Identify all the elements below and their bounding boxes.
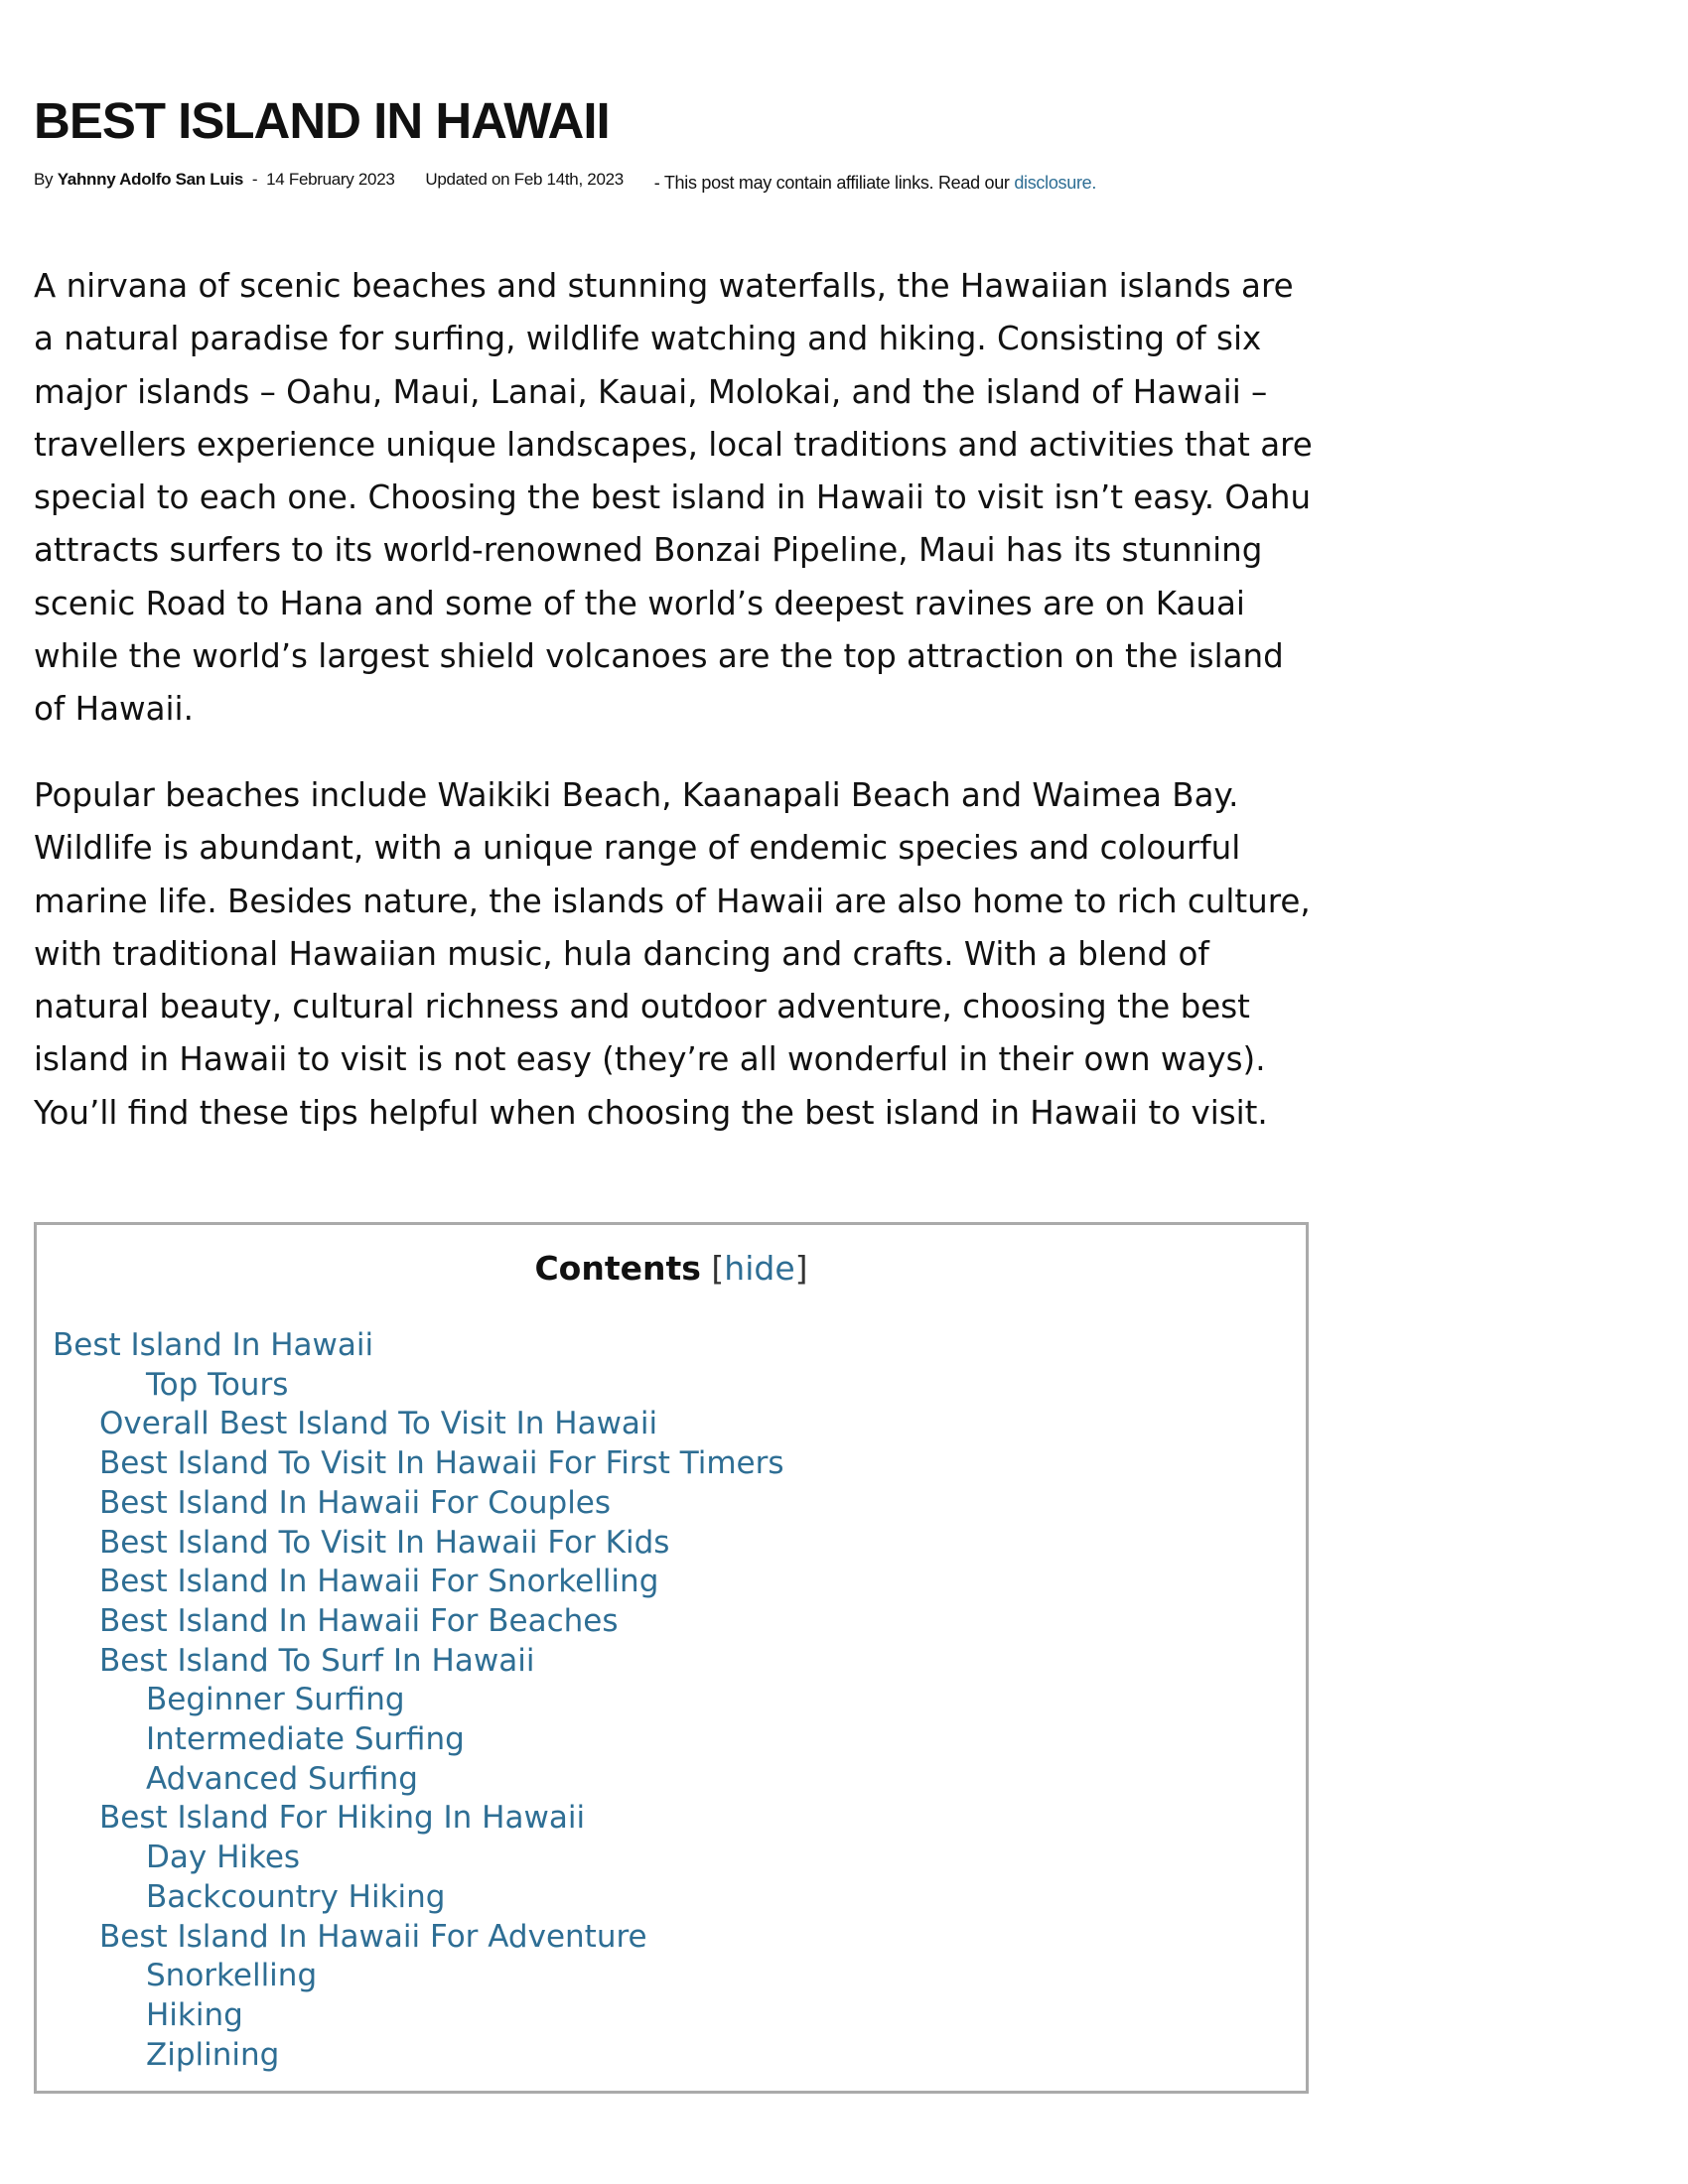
toc-item (53, 1799, 784, 1839)
toc-link[interactable]: Best Island In Hawaii For Snorkelling (99, 1564, 659, 1600)
toc-item (53, 1642, 784, 1682)
toc-item (53, 1484, 784, 1524)
toc-item (53, 1524, 784, 1564)
toc-link[interactable]: Beginner Surfing (146, 1682, 405, 1718)
toc-link[interactable]: Best Island In Hawaii For Couples (99, 1484, 612, 1521)
toc-link[interactable]: Ziplining (146, 2036, 280, 2073)
bracket-open: [ (711, 1249, 725, 1288)
disclosure-link[interactable]: disclosure. (1014, 173, 1097, 193)
toc-link[interactable]: Advanced Surfing (146, 1760, 418, 1797)
toc-item (53, 1996, 784, 2036)
toc-item (53, 1839, 784, 1878)
toc-item (53, 1602, 784, 1642)
toc-link[interactable]: Best Island To Surf In Hawaii (99, 1642, 535, 1679)
toc-item (53, 1878, 784, 1918)
toc-link[interactable]: Overall Best Island To Visit In Hawaii (99, 1406, 658, 1442)
toc-item (53, 1760, 784, 1800)
toc-link[interactable]: Best Island To Visit In Hawaii For Kids (99, 1524, 670, 1561)
toc-item (53, 1366, 784, 1406)
toc-title: Contents (534, 1249, 701, 1288)
author-link[interactable]: Yahnny Adolfo San Luis (57, 170, 244, 189)
toc-item (53, 1326, 784, 1366)
affiliate-note-text: - This post may contain affiliate links. Read our (653, 173, 1010, 193)
meta-separator: - (251, 170, 258, 189)
toc-link[interactable]: Top Tours (146, 1366, 289, 1403)
updated-date: Updated on Feb 14th, 2023 (425, 170, 624, 189)
toc-header (37, 1249, 1306, 1288)
by-label: By (34, 170, 54, 189)
toc-hide-toggle[interactable]: hide (724, 1249, 795, 1288)
toc-link[interactable]: Best Island In Hawaii (53, 1327, 374, 1363)
toc-link[interactable]: Best Island For Hiking In Hawaii (99, 1800, 586, 1837)
toc-item (53, 1405, 784, 1444)
toc-item (53, 1444, 784, 1484)
post-meta (34, 169, 1097, 193)
post-date: 14 February 2023 (266, 170, 395, 189)
body-paragraph: Popular beaches include Waikiki Beach, Kaanapali Beach and Waimea Bay. Wildlife is abundant, with a unique range of endemic species and colourful marine life. Besides nature, the islands of Hawaii are also home to rich culture, with traditional Hawaiian music, hula dancing and crafts. With a blend of natural beauty, cultural richness and outdoor adventure, choosing the best island in Hawaii to visit is not easy (they’re all wonderful in their own ways). You’ll find these tips helpful when choosing the best island in Hawaii to visit. (34, 776, 1311, 1132)
toc-item (53, 2036, 784, 2076)
toc-item (53, 1918, 784, 1958)
toc-link[interactable]: Best Island In Hawaii For Beaches (99, 1602, 619, 1639)
toc-link[interactable]: Best Island In Hawaii For Adventure (99, 1918, 647, 1955)
toc-link[interactable]: Day Hikes (146, 1840, 301, 1876)
affiliate-note (654, 173, 1096, 193)
intro-paragraph: A nirvana of scenic beaches and stunning waterfalls, the Hawaiian islands are a natural paradise for surfing, wildlife watching and hiking. Consisting of six major islands – Oahu, Maui, Lanai, Kauai, Molokai, and the island of Hawaii – travellers experience unique landscapes, local traditions and activities that are special to each one. Choosing the best island in Hawaii to visit isn’t easy. Oahu attracts surfers to its world-renowned Bonzai Pipeline, Maui has its stunning scenic Road to Hana and some of the world’s deepest ravines are on Kauai while the world’s largest shield volcanoes are the top attraction on the island of Hawaii. (34, 267, 1313, 729)
toc-link[interactable]: Hiking (146, 1996, 243, 2033)
toc-link[interactable]: Snorkelling (146, 1958, 318, 1994)
toc-item (53, 1957, 784, 1996)
toc-link[interactable]: Backcountry Hiking (146, 1878, 446, 1915)
toc-link[interactable]: Best Island To Visit In Hawaii For First Timers (99, 1445, 784, 1482)
toc-list (53, 1326, 784, 2075)
table-of-contents (34, 1222, 1309, 2094)
toc-link[interactable]: Intermediate Surfing (146, 1721, 465, 1758)
page-title: BEST ISLAND IN HAWAII (34, 92, 610, 149)
toc-item (53, 1720, 784, 1760)
bracket-close: ] (794, 1249, 808, 1288)
toc-item (53, 1563, 784, 1602)
toc-item (53, 1681, 784, 1720)
